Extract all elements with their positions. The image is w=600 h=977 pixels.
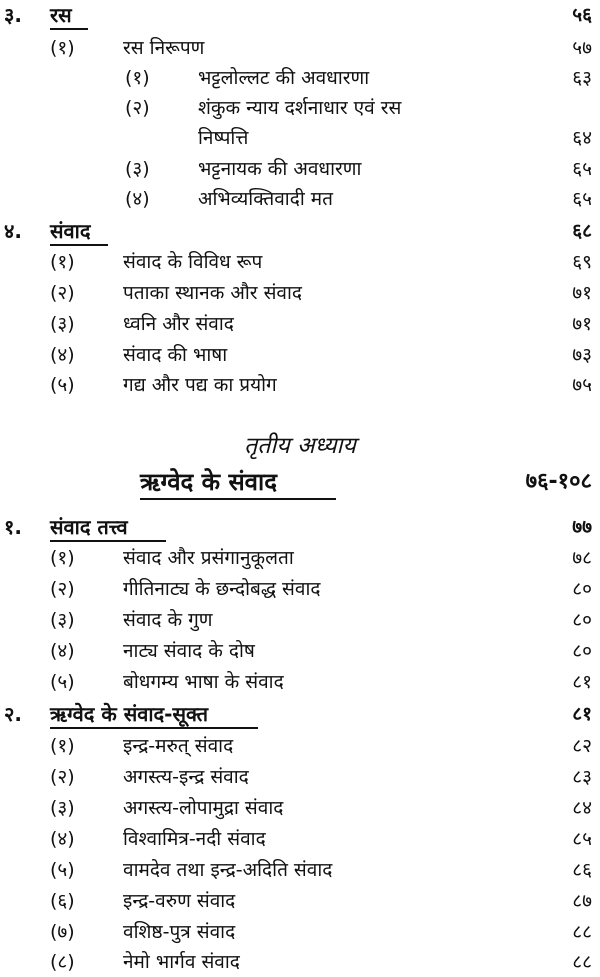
toc-entry-title: भट्टनायक की अवधारणा	[198, 158, 362, 180]
toc-entry-row	[0, 947, 600, 977]
toc-entry-row	[0, 278, 600, 308]
toc-entry-title: अगस्त्य-लोपामुद्रा संवाद	[123, 797, 284, 819]
toc-entry-title: नाट्य संवाद के दोष	[123, 640, 255, 662]
toc-entry-title: अगस्त्य-इन्द्र संवाद	[123, 766, 249, 788]
toc-entry-title: भट्टलोल्लट की अवधारणा	[198, 67, 370, 89]
toc-entry-number: (५)	[50, 671, 75, 693]
toc-entry-row	[0, 340, 600, 370]
toc-entry-row	[0, 793, 600, 823]
toc-entry-page: ६४	[572, 127, 592, 149]
toc-entry-title: पताका स्थानक और संवाद	[123, 282, 303, 304]
toc-entry-page: ६३	[572, 67, 592, 89]
toc-entry-number: ४.	[4, 219, 22, 243]
section-title-underline	[50, 540, 166, 542]
toc-entry-title: शंकुक न्याय दर्शनाधार एवं रस	[198, 97, 402, 119]
toc-entry-title: नेमो भार्गव संवाद	[123, 951, 240, 973]
toc-entry-page: ६८	[572, 220, 592, 242]
toc-entry-page: ७८	[572, 547, 592, 569]
toc-entry-page: ७१	[572, 313, 592, 335]
chapter-heading: तृतीय अध्याय	[244, 433, 356, 459]
toc-entry-number: (१)	[125, 67, 150, 89]
chapter-title: ऋग्वेद के संवाद	[140, 468, 277, 496]
toc-entry-number: (३)	[50, 609, 75, 631]
toc-entry-title: वामदेव तथा इन्द्र-अदिति संवाद	[123, 859, 333, 881]
toc-entry-page: ६५	[572, 188, 592, 210]
toc-entry-number: २.	[4, 702, 22, 726]
toc-entry-number: ३.	[4, 3, 22, 27]
toc-entry-row	[0, 886, 600, 916]
toc-entry-number: (४)	[50, 344, 75, 366]
toc-entry-page: ८६	[572, 859, 592, 881]
toc-entry-page: ८१	[572, 703, 592, 725]
toc-entry-row	[0, 93, 600, 123]
toc-entry-title: संवाद के विविध रूप	[123, 251, 263, 273]
toc-entry-title: रस	[50, 3, 72, 27]
toc-entry-number: (८)	[50, 951, 75, 973]
toc-entry-row	[0, 154, 600, 184]
toc-entry-number: (२)	[125, 97, 150, 119]
toc-entry-title: वशिष्ठ-पुत्र संवाद	[123, 921, 236, 943]
toc-entry-row	[0, 543, 600, 573]
chapter-page-range: ७६-१०८	[525, 469, 592, 494]
toc-entry-number: (७)	[50, 921, 75, 943]
toc-entry-page: ७५	[572, 374, 592, 396]
toc-section-row	[0, 216, 600, 246]
toc-entry-page: ८०	[572, 609, 592, 631]
toc-entry-number: (४)	[50, 640, 75, 662]
toc-entry-row	[0, 370, 600, 400]
toc-entry-title: संवाद और प्रसंगानुकूलता	[123, 547, 294, 569]
toc-entry-row	[0, 855, 600, 885]
toc-entry-title: अभिव्यक्तिवादी मत	[198, 188, 333, 210]
toc-entry-number: (२)	[50, 578, 75, 600]
toc-entry-row	[0, 123, 600, 153]
toc-section-row	[0, 512, 600, 542]
toc-entry-page: ८८	[572, 951, 592, 973]
section-title-underline	[50, 28, 88, 30]
toc-entry-title: संवाद के गुण	[123, 609, 213, 631]
toc-entry-number: (१)	[50, 735, 75, 757]
toc-entry-page: ७१	[572, 282, 592, 304]
toc-entry-page: ८१	[572, 671, 592, 693]
toc-entry-title: इन्द्र-मरुत् संवाद	[123, 735, 234, 757]
toc-entry-page: ७७	[572, 516, 592, 538]
toc-entry-row	[0, 33, 600, 63]
toc-entry-row	[0, 824, 600, 854]
toc-entry-title: संवाद तत्त्व	[50, 515, 128, 539]
chapter-title-underline	[140, 498, 336, 500]
toc-entry-title: बोधगम्य भाषा के संवाद	[123, 671, 284, 693]
toc-entry-number: (३)	[125, 158, 150, 180]
toc-entry-number: (१)	[50, 251, 75, 273]
toc-entry-title: संवाद	[50, 219, 91, 243]
toc-entry-number: (१)	[50, 547, 75, 569]
toc-entry-row	[0, 762, 600, 792]
toc-entry-page: ८२	[572, 735, 592, 757]
toc-entry-page: ८३	[572, 766, 592, 788]
toc-entry-page: ८८	[572, 921, 592, 943]
toc-entry-number: १.	[4, 515, 22, 539]
toc-entry-title: ध्वनि और संवाद	[123, 313, 234, 335]
toc-section-row	[0, 699, 600, 729]
toc-entry-number: (५)	[50, 859, 75, 881]
toc-entry-title: निष्पत्ति	[198, 127, 249, 149]
toc-entry-page: ८०	[572, 578, 592, 600]
toc-entry-number: (४)	[50, 828, 75, 850]
toc-entry-page: ५६	[572, 4, 592, 26]
toc-entry-page: ८५	[572, 828, 592, 850]
section-title-underline	[50, 244, 108, 246]
toc-entry-page: ६५	[572, 158, 592, 180]
toc-entry-number: (६)	[50, 890, 75, 912]
toc-entry-row	[0, 63, 600, 93]
toc-entry-row	[0, 247, 600, 277]
toc-entry-row	[0, 917, 600, 947]
toc-entry-title: विश्वामित्र-नदी संवाद	[123, 828, 266, 850]
toc-entry-title: गीतिनाट्य के छन्दोबद्ध संवाद	[123, 578, 321, 600]
toc-section-row	[0, 0, 600, 30]
toc-entry-row	[0, 574, 600, 604]
toc-entry-page: ८०	[572, 640, 592, 662]
toc-entry-title: इन्द्र-वरुण संवाद	[123, 890, 236, 912]
toc-entry-title: संवाद की भाषा	[123, 344, 228, 366]
toc-entry-row	[0, 731, 600, 761]
toc-entry-title: गद्य और पद्य का प्रयोग	[123, 374, 277, 396]
toc-entry-number: (३)	[50, 797, 75, 819]
toc-entry-row	[0, 605, 600, 635]
toc-entry-number: (२)	[50, 766, 75, 788]
toc-entry-page: ८४	[572, 797, 592, 819]
section-title-underline	[50, 727, 258, 729]
toc-entry-row	[0, 667, 600, 697]
toc-entry-page: ५७	[572, 37, 592, 59]
toc-entry-number: (३)	[50, 313, 75, 335]
toc-entry-row	[0, 636, 600, 666]
toc-entry-number: (१)	[50, 37, 75, 59]
toc-entry-title: रस निरूपण	[123, 37, 205, 59]
toc-entry-page: ६९	[572, 251, 592, 273]
toc-entry-title: ऋग्वेद के संवाद-सूक्त	[50, 702, 209, 726]
toc-entry-page: ८७	[572, 890, 592, 912]
toc-entry-page: ७३	[572, 344, 592, 366]
toc-entry-row	[0, 309, 600, 339]
toc-entry-row	[0, 184, 600, 214]
toc-entry-number: (४)	[125, 188, 150, 210]
toc-entry-number: (५)	[50, 374, 75, 396]
toc-entry-number: (२)	[50, 282, 75, 304]
